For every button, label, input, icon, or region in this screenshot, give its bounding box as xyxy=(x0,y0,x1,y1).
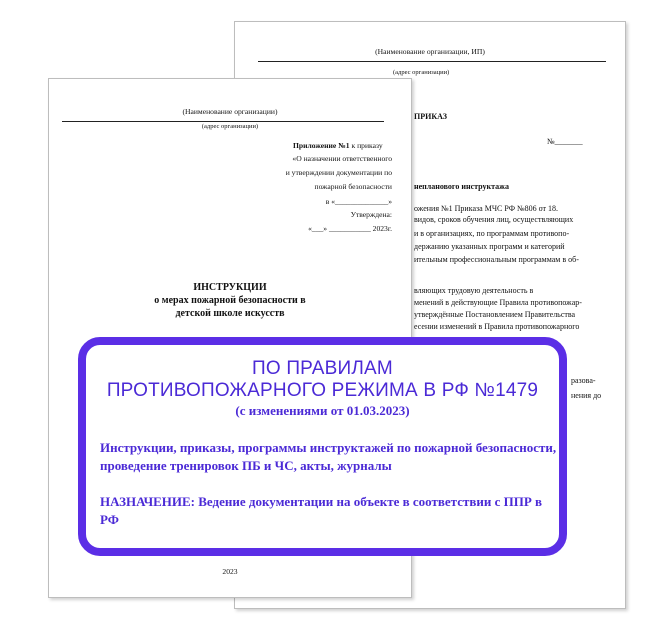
appendix-line: «О назначении ответственного xyxy=(292,154,392,163)
body-line: ительным профессиональным программам в об- xyxy=(414,255,579,264)
briefing-heading: непланового инструктажа xyxy=(414,182,509,191)
front-org-underline xyxy=(62,121,384,122)
body-line: держанию указанных программ и категорий xyxy=(414,242,565,251)
approved-date: «___» ___________ 2023г. xyxy=(308,224,392,233)
body-line: видов, сроков обучения лиц, осуществляющих xyxy=(414,215,574,224)
appendix-line: к приказу xyxy=(351,141,383,150)
approved-label: Утверждена: xyxy=(350,210,392,219)
overlay-description: Инструкции, приказы, программы инструктажей по пожарной безопасности, проведение тренировок ПБ и ЧС, акты, журналы xyxy=(100,440,557,473)
overlay-heading: ПРОТИВОПОЖАРНОГО РЕЖИМА В РФ №1479 xyxy=(106,380,539,401)
back-org-name: (Наименование организации, ИП) xyxy=(375,47,485,56)
overlay-heading: ПО ПРАВИЛАМ xyxy=(252,358,393,379)
appendix-line: и утверждении документации по xyxy=(285,168,392,177)
order-title: ПРИКАЗ xyxy=(414,112,447,121)
body-line: утверждённые Постановлением Правительства xyxy=(414,310,576,319)
document-year: 2023 xyxy=(222,567,238,576)
promo-overlay-box xyxy=(78,337,567,556)
right-fragment: разова- xyxy=(571,376,596,385)
appendix-label: Приложение №1 xyxy=(293,141,350,150)
back-org-address: (адрес организации) xyxy=(393,69,450,76)
appendix-header xyxy=(293,141,383,150)
body-line: вляющих трудовую деятельность в xyxy=(414,286,534,295)
appendix-line: пожарной безопасности xyxy=(314,182,392,191)
front-org-address: (адрес организации) xyxy=(201,123,259,130)
body-line: и в организациях, по программам противопо- xyxy=(414,229,570,238)
right-fragment: нения до xyxy=(571,391,602,400)
instruction-title: ИНСТРУКЦИИ xyxy=(193,282,267,293)
back-org-underline xyxy=(258,61,606,62)
appendix-line: в «______________» xyxy=(325,197,392,206)
overlay-purpose: НАЗНАЧЕНИЕ: Ведение документации на объекте в соответствии с ППР в РФ xyxy=(100,494,543,527)
overlay-subheading: (с изменениями от 01.03.2023) xyxy=(235,403,410,418)
front-org-name: (Наименование организации) xyxy=(182,107,278,116)
body-line: есении изменений в Правила противопожарного xyxy=(414,322,580,331)
order-number: №_______ xyxy=(547,137,583,146)
body-line: ожения №1 Приказа МЧС РФ №806 от 18. xyxy=(414,204,559,213)
instruction-subtitle: детской школе искусств xyxy=(175,308,285,319)
instruction-subtitle: о мерах пожарной безопасности в xyxy=(154,295,306,306)
body-line: менений в действующие Правила противопожар- xyxy=(414,298,582,307)
